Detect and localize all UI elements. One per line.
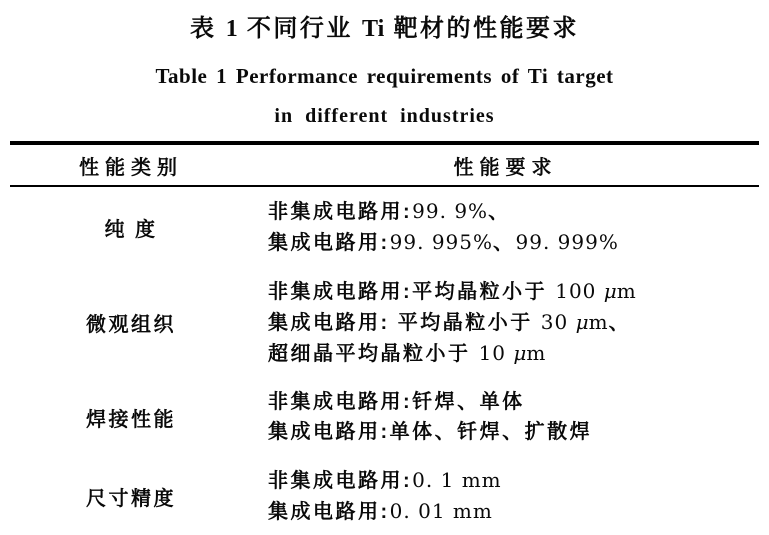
text-segment: 不同行业 xyxy=(237,15,363,42)
table-row xyxy=(10,456,759,535)
requirement-line xyxy=(268,387,759,417)
text-segment: 、 xyxy=(493,232,516,254)
text-segment: m xyxy=(616,279,637,303)
text-segment: 集成电路用: xyxy=(268,501,390,523)
requirement-cell xyxy=(252,387,759,447)
table-caption-en-line2: in different industries xyxy=(274,105,495,127)
text-segment: 1 xyxy=(225,16,238,42)
category-label: 尺寸精度 xyxy=(86,487,176,510)
text-segment: 99. 995% xyxy=(389,230,494,254)
requirement-line xyxy=(268,196,759,227)
text-segment: μ xyxy=(513,341,527,365)
text-segment: 、 xyxy=(608,312,632,334)
text-segment: 99. 9% xyxy=(412,199,489,223)
text-segment: 非集成电路用: xyxy=(268,201,413,223)
text-segment: 0. 1 mm xyxy=(412,468,502,492)
data-table xyxy=(10,141,759,535)
requirement-line xyxy=(268,465,759,496)
text-segment: 99. 999% xyxy=(515,230,619,254)
text-segment: 集成电路用: 平均晶粒小于 xyxy=(268,312,541,334)
table-header-row xyxy=(10,145,759,187)
table-caption-zh xyxy=(0,0,769,46)
requirement-cell xyxy=(252,465,759,527)
header-performance-requirement: 性能要求 xyxy=(453,156,558,179)
table-caption-en-line1: Table 1 Performance requirements of Ti target xyxy=(155,64,614,88)
requirement-line xyxy=(268,227,759,258)
table-row xyxy=(10,378,759,456)
text-segment: 靶材的性能要求 xyxy=(384,15,579,42)
text-segment: m xyxy=(526,341,547,365)
category-cell xyxy=(10,403,252,432)
table-row xyxy=(10,187,759,267)
category-cell xyxy=(10,308,252,337)
table-row xyxy=(10,267,759,378)
text-segment: 超细晶平均晶粒小于 xyxy=(268,343,479,365)
text-segment: 集成电路用:单体、钎焊、扩散焊 xyxy=(268,421,593,443)
category-cell xyxy=(10,213,252,242)
requirement-line xyxy=(268,496,759,527)
category-label: 焊接性能 xyxy=(86,408,176,431)
requirement-line xyxy=(268,338,759,369)
text-segment: μ xyxy=(603,279,617,303)
category-label: 微观组织 xyxy=(86,314,176,336)
table-body xyxy=(10,187,759,535)
category-cell xyxy=(10,482,252,511)
text-segment: m xyxy=(588,310,609,334)
category-label: 纯 度 xyxy=(104,218,158,241)
header-performance-category: 性能类别 xyxy=(79,156,183,179)
text-segment: 30 xyxy=(540,310,576,334)
text-segment: μ xyxy=(575,310,589,334)
text-segment: 、 xyxy=(488,201,511,223)
requirement-cell xyxy=(252,196,759,258)
text-segment: 100 xyxy=(555,279,604,303)
text-segment: 集成电路用: xyxy=(268,232,390,254)
text-segment: 非集成电路用: xyxy=(268,470,413,492)
requirement-line xyxy=(268,276,759,307)
text-segment: 非集成电路用:钎焊、单体 xyxy=(268,391,525,413)
text-segment: 0. 01 mm xyxy=(389,499,493,523)
requirement-line xyxy=(268,417,759,447)
text-segment: 10 xyxy=(478,341,514,365)
text-segment: 表 xyxy=(190,15,226,42)
text-segment: 非集成电路用:平均晶粒小于 xyxy=(268,281,556,303)
requirement-cell xyxy=(252,276,759,369)
requirement-line xyxy=(268,307,759,338)
text-segment: Ti xyxy=(362,16,385,42)
